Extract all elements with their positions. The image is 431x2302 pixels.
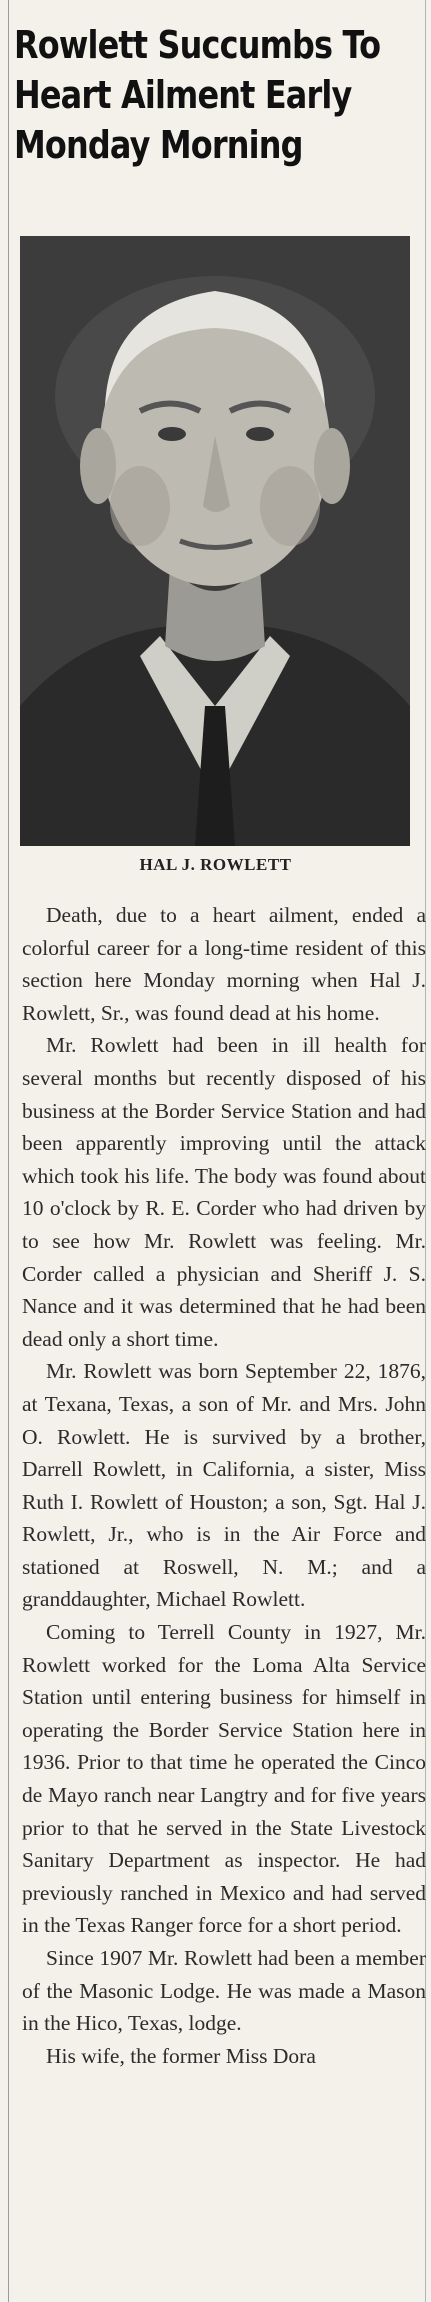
article-body (22, 899, 426, 2072)
column-rule-left (8, 0, 9, 2302)
headline (14, 20, 381, 170)
paragraph: Mr. Rowlett had been in ill health for several months but recently disposed of his business at the Border Service Station and had been apparently improving until the attack which took his life. The body was found about 10 o'clock by R. E. Corder who had driven by to see how Mr. Rowlett was feeling. Mr. Corder called a physician and Sheriff J. S. Nance and it was determined that he had been dead only a short time. (22, 1033, 426, 1351)
photo-caption: HAL J. ROWLETT (139, 855, 292, 874)
portrait-photo (20, 236, 410, 846)
headline-line-2: Heart Ailment Early (14, 73, 352, 117)
paragraph: Coming to Terrell County in 1927, Mr. Rowlett worked for the Loma Alta Service Station until entering business for himself in operating the Border Service Station here in 1936. Prior to that time he operated the Cinco de Mayo ranch near Langtry and for five years prior to that he served in the State Livestock Sanitary Department as inspector. He had previously ranched in Mexico and had served in the Texas Ranger force for a short period. (22, 1620, 426, 1938)
paragraph: His wife, the former Miss Dora (46, 2043, 316, 2068)
paragraph: Since 1907 Mr. Rowlett had been a member of the Masonic Lodge. He was made a Mason in the Hico, Texas, lodge. (22, 1946, 426, 2036)
paragraph: Mr. Rowlett was born September 22, 1876, at Texana, Texas, a son of Mr. and Mrs. John O. Rowlett. He is survived by a brother, Darrell Rowlett, in California, a sister, Miss Ruth I. Rowlett of Houston; a son, Sgt. Hal J. Rowlett, Jr., who is in the Air Force and stationed at Roswell, N. M.; and a granddaughter, Michael Rowlett. (22, 1359, 426, 1612)
headline-line-1: Rowlett Succumbs To (14, 23, 381, 67)
headline-line-3: Monday Morning (14, 123, 303, 167)
paragraph: Death, due to a heart ailment, ended a colorful career for a long-time resident of this section here Monday morning when Hal J. Rowlett, Sr., was found dead at his home. (22, 903, 426, 1025)
portrait-illustration (20, 236, 410, 846)
